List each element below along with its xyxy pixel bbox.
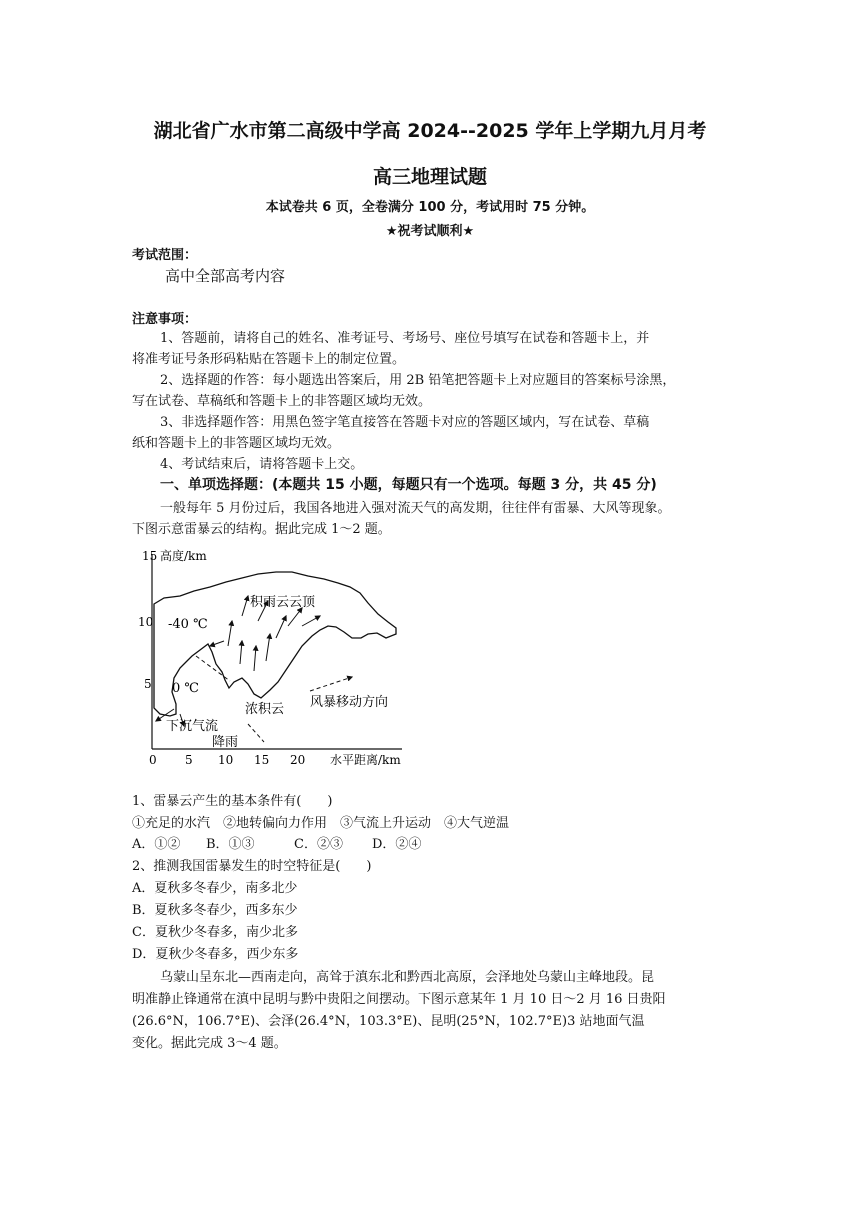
updraft-arrow xyxy=(254,646,256,671)
exam-subject-title: 高三地理试题 xyxy=(372,166,487,188)
y-axis-label: 高度/km xyxy=(160,549,207,563)
minus40-isotherm-label: -40 ℃ xyxy=(168,617,208,632)
x-tick: 5 xyxy=(185,753,193,767)
option-a: A．夏秋多冬春少，南多北少 xyxy=(132,881,298,896)
cloud-top-label: 积雨云云顶 xyxy=(250,595,316,610)
notes-line: 2、选择题的作答：每小题选出答案后，用 2B 铅笔把答题卡上对应题目的答案标号涂黑， xyxy=(160,373,676,388)
updraft-arrow xyxy=(302,616,320,626)
zero-isotherm-label: 0 ℃ xyxy=(172,681,199,696)
passage-line: 乌蒙山呈东北—西南走向，高耸于滇东北和黔西北高原，会泽地处乌蒙山主峰地段。昆 xyxy=(160,970,655,985)
rain-dashed-line xyxy=(248,724,264,742)
x-tick: 0 xyxy=(149,753,157,767)
notes-line: 3、非选择题作答：用黑色签字笔直接答在答题卡对应的答题区域内，写在试卷、草稿 xyxy=(160,415,650,430)
notes-line: 将准考证号条形码粘贴在答题卡上的制定位置。 xyxy=(132,352,406,367)
exam-title: 湖北省广水市第二高级中学高 2024--2025 学年上学期九月月考 xyxy=(153,120,707,142)
updraft-arrow xyxy=(276,616,286,638)
notes-line: 4、考试结束后，请将答题卡上交。 xyxy=(160,457,364,472)
question-stem: 1、雷暴云产生的基本条件有( ) xyxy=(132,794,333,809)
notes-label: 注意事项： xyxy=(132,312,198,327)
passage-line: (26.6°N，106.7°E)、会泽(26.4°N，103.3°E)、昆明(25°N，102.7°E)3 站地面气温 xyxy=(132,1014,645,1029)
passage-line: 变化。据此完成 3～4 题。 xyxy=(132,1036,287,1051)
intro-line: 一般每年 5 月份过后，我国各地进入强对流天气的高发期，往往伴有雷暴、大风等现象。 xyxy=(160,501,671,516)
rain-label: 降雨 xyxy=(212,735,239,750)
notes-line: 写在试卷、草稿纸和答题卡上的非答题区域均无效。 xyxy=(132,394,432,409)
updraft-arrow xyxy=(288,608,302,626)
y-tick: 15 xyxy=(142,549,158,563)
section-heading: 一、单项选择题：(本题共 15 小题，每题只有一个选项。每题 3 分，共 45 分) xyxy=(160,477,657,493)
x-tick: 10 xyxy=(218,753,234,767)
downdraft-label: 下沉气流 xyxy=(166,719,219,734)
option-c: C．夏秋少冬春多，南少北多 xyxy=(132,925,298,940)
updraft-arrow xyxy=(228,621,232,646)
x-axis-label: 水平距离/km xyxy=(330,753,401,767)
y-tick: 10 xyxy=(138,615,154,629)
y-tick: 5 xyxy=(144,677,152,691)
option-c: C．②③ xyxy=(294,837,343,852)
option-b: B．夏秋多冬春少，西多东少 xyxy=(132,903,298,918)
updraft-arrow xyxy=(242,596,248,616)
updraft-arrow xyxy=(240,641,242,664)
x-tick: 15 xyxy=(254,753,270,767)
scope-content: 高中全部高考内容 xyxy=(165,267,286,285)
option-d: D．夏秋少冬春多，西少东多 xyxy=(132,947,299,962)
notes-line: 纸和答题卡上的非答题区域均无效。 xyxy=(132,436,341,451)
updraft-arrow xyxy=(266,634,270,661)
updraft-arrow xyxy=(210,641,224,646)
storm-direction-arrow xyxy=(310,677,352,691)
intro-line: 下图示意雷暴云的结构。据此完成 1～2 题。 xyxy=(132,522,391,537)
blessing-text: ★祝考试顺利★ xyxy=(385,224,475,239)
notes-line: 1、答题前，请将自己的姓名、准考证号、考场号、座位号填写在试卷和答题卡上，并 xyxy=(160,331,650,346)
thunderstorm-cloud-figure xyxy=(130,546,420,772)
option-d: D．②④ xyxy=(372,837,422,852)
passage-line: 明准静止锋通常在滇中昆明与黔中贵阳之间摆动。下图示意某年 1 月 10 日～2 月 16 日贵阳 xyxy=(132,992,666,1007)
cumulus-label: 浓积云 xyxy=(245,702,285,717)
exam-info: 本试卷共 6 页，全卷满分 100 分，考试用时 75 分钟。 xyxy=(265,200,595,215)
question-stem: 2、推测我国雷暴发生的时空特征是( ) xyxy=(132,859,372,874)
storm-direction-label: 风暴移动方向 xyxy=(310,695,389,710)
option-b: B．①③ xyxy=(206,837,255,852)
downdraft-dashed-line xyxy=(196,656,230,681)
x-tick: 20 xyxy=(290,753,306,767)
option-a: A．①② xyxy=(132,837,181,852)
question-items: ①充足的水汽 ②地转偏向力作用 ③气流上升运动 ④大气逆温 xyxy=(132,816,510,831)
scope-label: 考试范围： xyxy=(132,248,198,263)
